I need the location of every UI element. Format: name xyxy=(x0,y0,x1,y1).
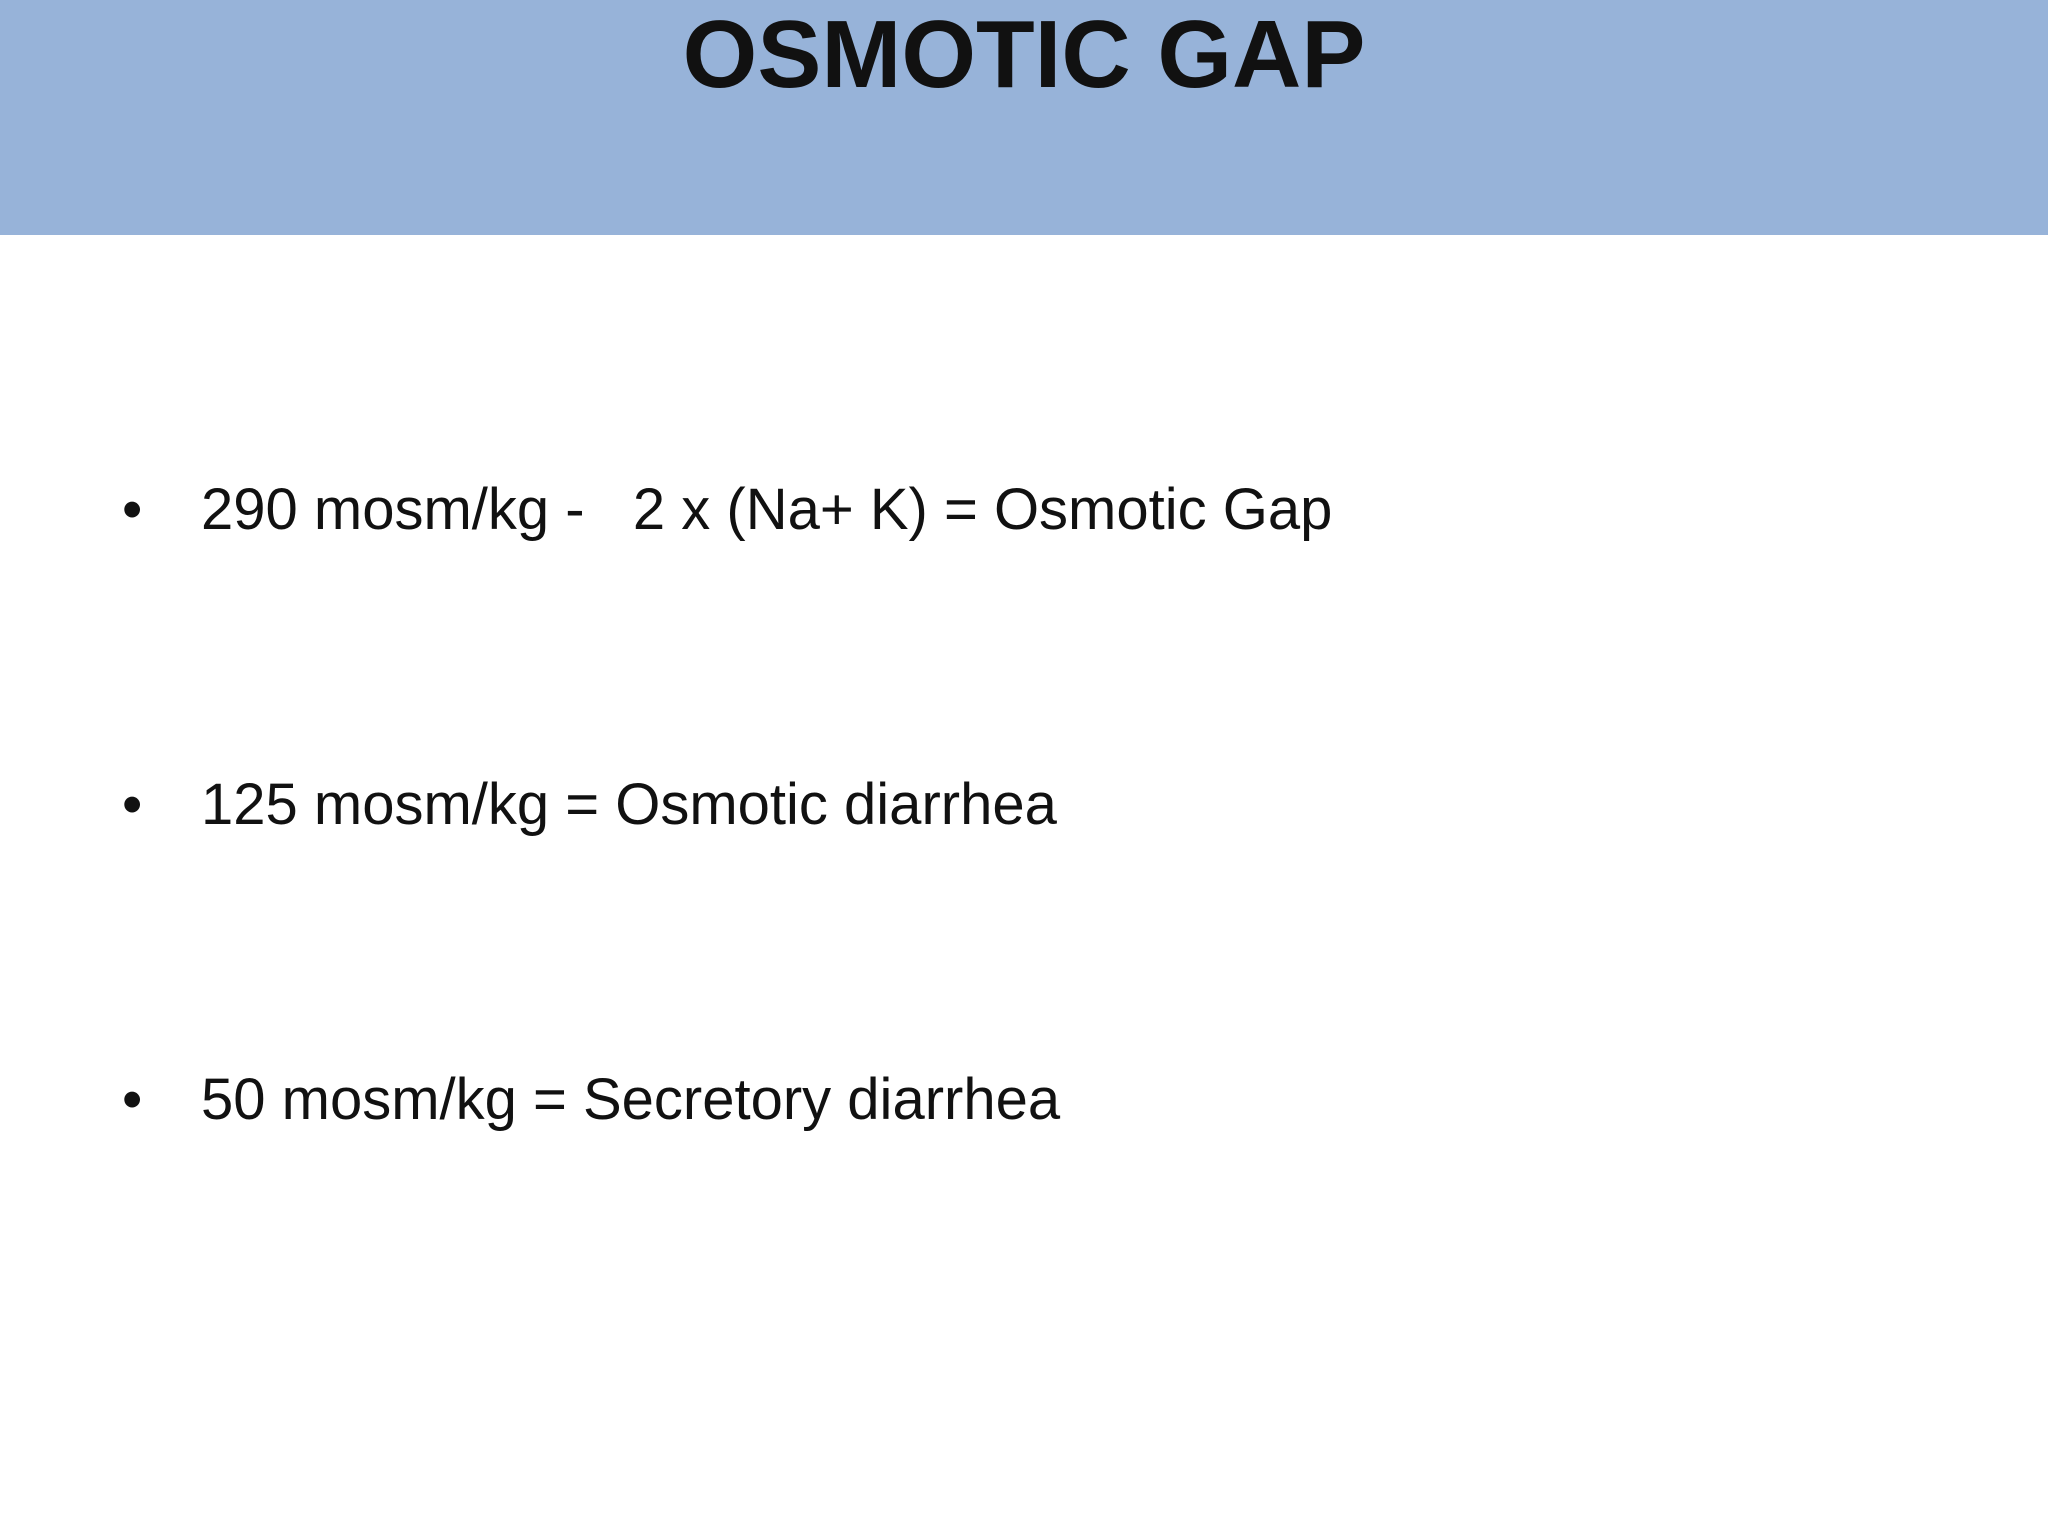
bullet-text: 290 mosm/kg - 2 x (Na+ K) = Osmotic Gap xyxy=(201,477,1333,542)
bullet-dot: • xyxy=(122,772,143,837)
bullet-text: 125 mosm/kg = Osmotic diarrhea xyxy=(201,772,1057,837)
bullet-item xyxy=(0,465,2048,555)
bullet-item xyxy=(0,1055,2048,1145)
bullet-text: 50 mosm/kg = Secretory diarrhea xyxy=(201,1067,1061,1132)
bullet-item xyxy=(0,760,2048,850)
bullet-dot: • xyxy=(122,1067,143,1132)
bullet-dot: • xyxy=(122,477,143,542)
slide-title: OSMOTIC GAP xyxy=(682,1,1366,108)
